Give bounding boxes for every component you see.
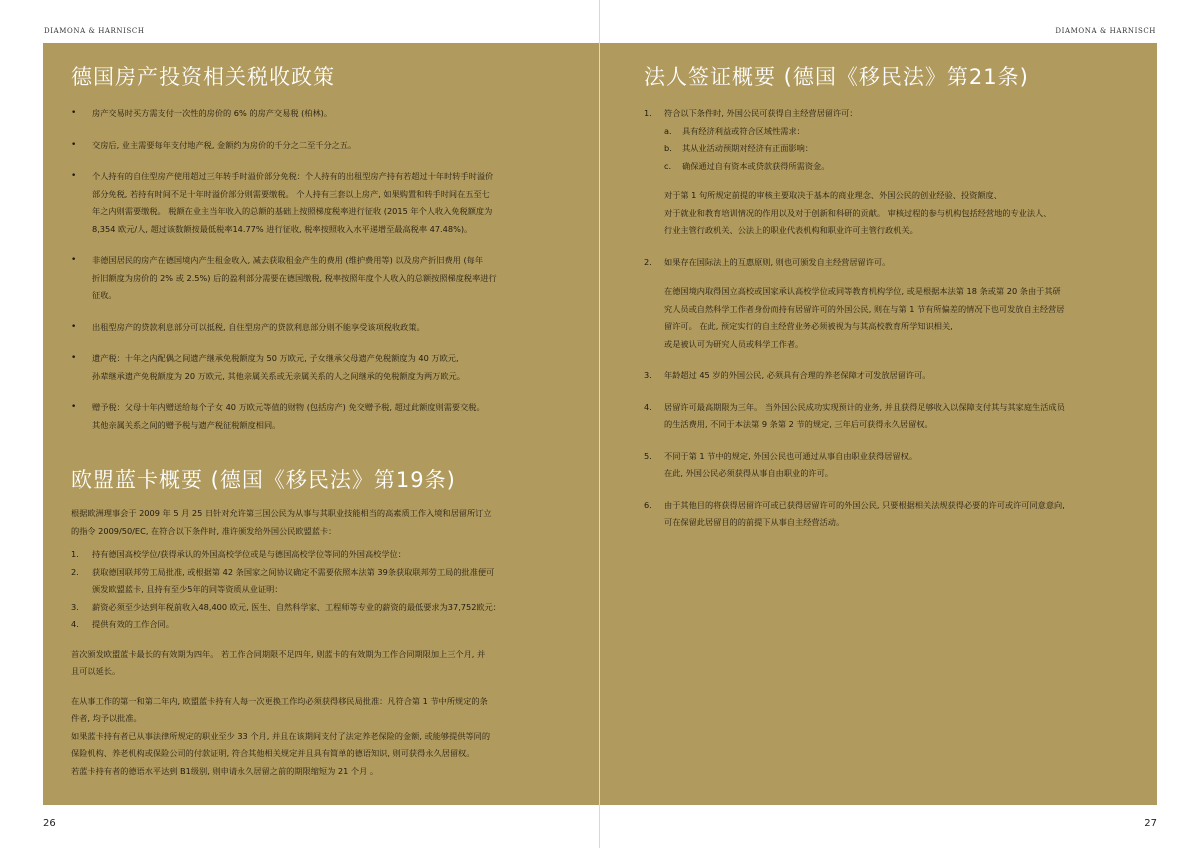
tax-bullet: • 交房后, 业主需要每年支付地产税, 金额约为房价的千分之二至千分之五。 [43, 137, 600, 155]
brand-header-right: DIAMONA & HARNISCH [1055, 27, 1156, 35]
visa-item-1: 1. 符合以下条件时, 外国公民可获得自主经营居留许可： a. 具有经济利益或符合区域性需求： b. 其从业活动预期对经济有正面影响： c. 确保通过自有资本或贷款获得所需资金。 对于第 1 句所规定前提的审核主要取决于基本的商业理念、外国公民的创业经验、投资额度、 对于就业和教育培训情况的作用以及对于创新和科研的贡献。 审核过程的参与机构包括经营地的专业法人、 行业主管行政机关、公法上的职业代表机构和职业许可主管行政机关。 [600, 105, 1157, 240]
visa-item-1-review-paragraph: 对于第 1 句所规定前提的审核主要取决于基本的商业理念、外国公民的创业经验、投资额度、 对于就业和教育培训情况的作用以及对于创新和科研的贡献。 审核过程的参与机构包括经营地的专业法人、 行业主管行政机关、公法上的职业代表机构和职业许可主管行政机关。 [664, 190, 1052, 235]
brand-header-left: DIAMONA & HARNISCH [44, 27, 145, 35]
corporate-visa-list [600, 105, 1157, 532]
visa-subitem: a. 具有经济利益或符合区域性需求： [664, 125, 805, 136]
bluecard-condition: 1. 持有德国高校学位/获得承认的外国高校学位或是与德国高校学位等同的外国高校学位： [71, 549, 406, 559]
bluecard-permanent-residence-paragraph: 在从事工作的第一和第二年内, 欧盟蓝卡持有人每一次更换工作均必须获得移民局批准：凡符合第 1 节中所规定的条 件者, 均予以批准。 如果蓝卡持有者已从事法律所规定的职业至少 33 个月, 并且在该期间支付了法定养老保险的金额, 或能够提供等同的 保险机构、养老机构或保险公司的付款证明, 符合其他相关规定并且具有简单的德语知识, 则可获得永久居留权。 若蓝卡持有者的德语水平达到 B1级别, 则申请永久居留之前的期限缩短为 21 个月 。 [71, 695, 491, 776]
left-panel [43, 43, 600, 805]
right-panel [600, 43, 1157, 805]
section-title-corporate-visa: 法人签证概要 (德国《移民法》第21条) [644, 65, 1029, 89]
right-page [600, 0, 1200, 848]
tax-bullet-list [43, 105, 600, 434]
tax-bullet: • 房产交易时买方需支付一次性的房价的 6% 的房产交易税 (柏林)。 [43, 105, 600, 123]
bullet-icon: • [71, 353, 77, 363]
bullet-icon: • [71, 171, 77, 181]
visa-item-6: 6. 由于其他目的将获得居留许可或已获得居留许可的外国公民, 只要根据相关法规获得必要的许可或许可同意意向, 可在保留此居留目的的前提下从事自主经营活动。 [644, 499, 1065, 527]
bullet-icon: • [71, 108, 77, 118]
visa-item-3: 3. 年龄超过 45 岁的外国公民, 必须具有合理的养老保障才可发放居留许可。 [644, 370, 931, 380]
tax-bullet: • 出租型房产的贷款利息部分可以抵税, 自住型房产的贷款利息部分则不能享受该项税收政策。 [43, 319, 600, 337]
bluecard-conditions [43, 546, 600, 634]
bullet-icon: • [71, 321, 77, 332]
tax-bullet: • 赠予税：父母十年内赠送给每个子女 40 万欧元等值的财物 (包括房产) 免交赠予税, 超过此额度则需要交税。 其他亲属关系之间的赠予税与遗产税征税额度相同。 [43, 399, 600, 434]
visa-item-4: 4. 居留许可最高期限为三年。 当外国公民成功实现预计的业务, 并且获得足够收入以保障支付其与其家庭生活成员 的生活费用, 不同于本法第 9 条第 2 节的规定, 三年后可获得永久居留权。 [644, 401, 1065, 429]
tax-bullet: • 个人持有的自住型房产使用超过三年转手时溢价部分免税：个人持有的出租型房产持有若超过十年时转手时溢价 部分免税, 若持有时间不足十年时溢价部分则需要缴税。 个人持有三套以上房产, 如果购置和转手时间在五至七 年之内则需要缴税。 税额在业主当年收入的总额的基础上按照梯度税率进行征收 (2015 年个人收入免税额度为 8,354 欧元/人, 超过该数额按最低税率14.77% 进行征收, 税率按照收入水平递增至最高税率 47.48%)。 [43, 168, 600, 238]
visa-item-5: 5. 不同于第 1 节中的规定, 外国公民也可通过从事自由职业获得居留权。 在此, 外国公民必须获得从事自由职业的许可。 [644, 450, 918, 478]
section-title-bluecard: 欧盟蓝卡概要 (德国《移民法》第19条) [71, 468, 456, 492]
visa-item-2-paragraph: 在德国境内取得国立高校或国家承认高校学位或同等教育机构学位, 或是根据本法第 18 条或第 20 条由于其研 究人员或自然科学工作者身份而持有居留许可的外国公民, 则在与第 1 节有所偏差的情况下也可发放自主经营居 留许可。 在此, 预定实行的自主经营业务必须被视为与其高校教育所学知识相关, 或是被认可为研究人员或科学工作者。 [664, 286, 1065, 349]
tax-bullet: • 遗产税：十年之内配偶之间遗产继承免税额度为 50 万欧元, 子女继承父母遗产免税额度为 40 万欧元, 孙辈继承遗产免税额度为 20 万欧元, 其他亲属关系或无亲属关系的人之间继承的免税额度为两万欧元。 [43, 350, 600, 385]
bluecard-condition: 3. 薪资必须至少达到年税前收入48,400 欧元, 医生、自然科学家、工程师等专业的薪资的最低要求为37,752欧元： [71, 601, 501, 612]
section-title-tax: 德国房产投资相关税收政策 [71, 65, 335, 89]
bluecard-content [43, 505, 600, 780]
visa-item-2: 2. 如果存在国际法上的互惠原则, 则也可颁发自主经营居留许可。 在德国境内取得国立高校或国家承认高校学位或同等教育机构学位, 或是根据本法第 18 条或第 20 条由于其研 究人员或自然科学工作者身份而持有居留许可的外国公民, 则在与第 1 节有所偏差的情况下也可发放自主经营居 留许可。 在此, 预定实行的自主经营业务必须被视为与其高校教育所学知识相关, 或是被认可为研究人员或科学工作者。 [600, 254, 1157, 354]
page-number-left: 26 [43, 818, 56, 829]
bluecard-intro: 根据欧洲理事会于 2009 年 5 月 25 日针对允许第三国公民为从事与其职业技能相当的高素质工作入境和居留所订立 的指令 2009/50/EC, 在符合以下条件时, 准许颁发给外国公民欧盟蓝卡： [71, 508, 492, 536]
bluecard-condition: 4. 提供有效的工作合同。 [71, 619, 174, 629]
bullet-icon: • [71, 139, 77, 150]
visa-subitem: c. 确保通过自有资本或贷款获得所需资金。 [664, 160, 830, 171]
bluecard-validity-paragraph: 首次颁发欧盟蓝卡最长的有效期为四年。 若工作合同期限不足四年, 则蓝卡的有效期为工作合同期限加上三个月, 并 且可以延长。 [71, 648, 486, 676]
bullet-icon: • [71, 255, 77, 265]
bullet-icon: • [71, 402, 77, 412]
tax-bullet: • 非德国居民的房产在德国境内产生租金收入, 减去获取租金产生的费用 (维护费用等) 以及房产折旧费用 (每年 折旧额度为房价的 2% 或 2.5%) 后的盈利部分需要在德国缴税, 税率按照年度个人收入的总额按照梯度税率进行 征收。 [43, 252, 600, 305]
visa-subitem: b. 其从业活动预期对经济有正面影响： [664, 143, 814, 153]
page-number-right: 27 [1144, 818, 1157, 829]
bluecard-condition: 2. 获取德国联邦劳工局批准, 或根据第 42 条国家之间协议确定不需要依照本法第 39条获取联邦劳工局的批准便可 颁发欧盟蓝卡, 且持有至少5年的同等资质从业证明： [71, 566, 495, 594]
